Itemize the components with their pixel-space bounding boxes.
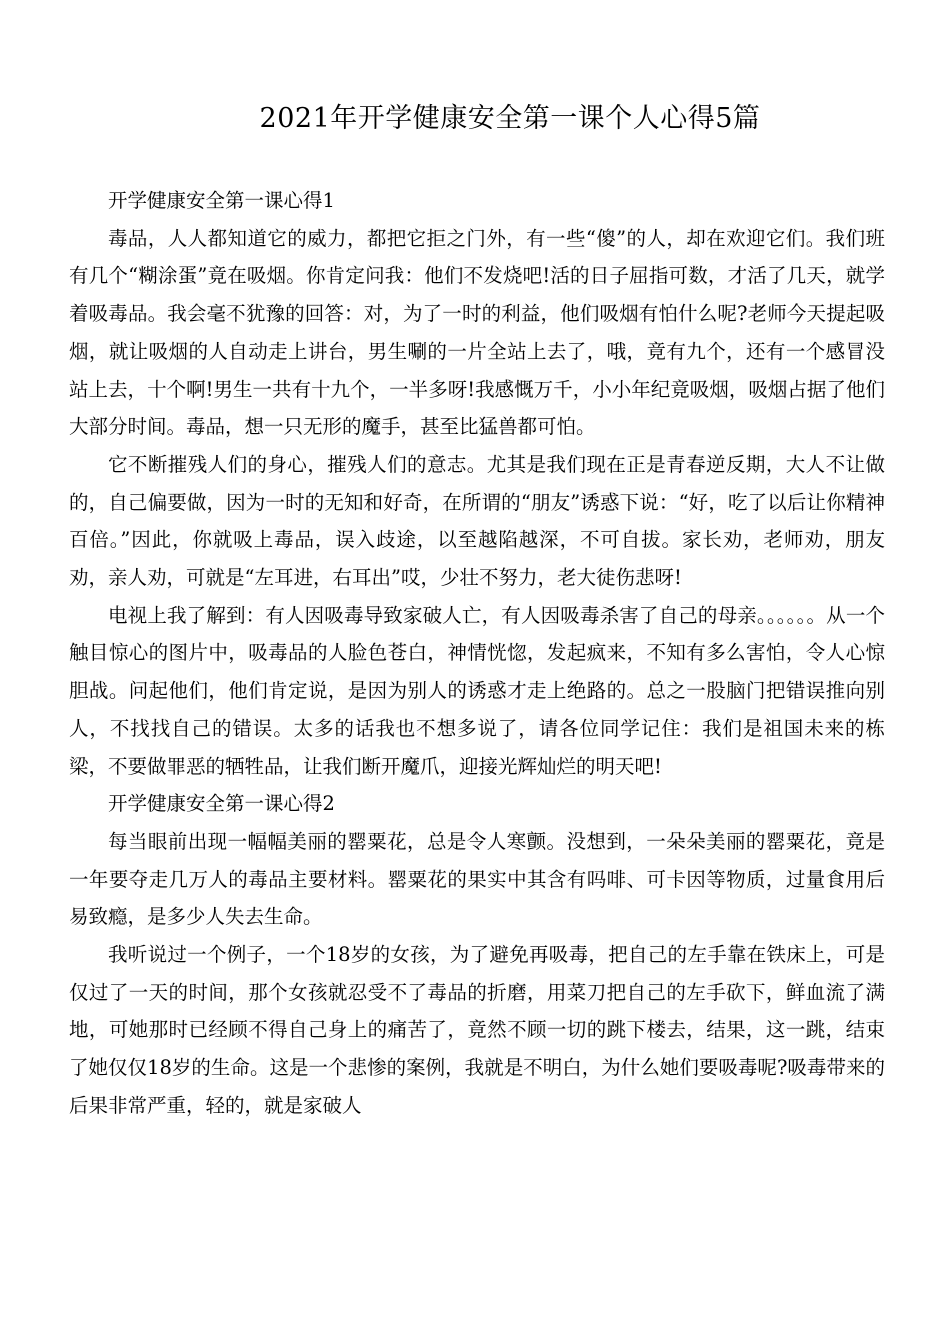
body-paragraph: 电视上我了解到：有人因吸毒导致家破人亡，有人因吸毒杀害了自己的母亲。。。。。。从一个触目惊心的图片中，吸毒品的人脸色苍白，神情恍惚，发起疯来，不知有多么害怕，令人心惊胆战。问起他们，他们肯定说，是因为别人的诱惑才走上绝路的。总之一股脑门把错误推向别人，不找找自己的错误。太多的话我也不想多说了，请各位同学记住：我们是祖国未来的栋梁，不要做罪恶的牺牲品，让我们断开魔爪，迎接光辉灿烂的明天吧!	[69, 603, 885, 778]
body-paragraph: 它不断摧残人们的身心，摧残人们的意志。尤其是我们现在正是青春逆反期，大人不让做的，自己偏要做，因为一时的无知和好奇，在所谓的“朋友”诱惑下说：“好，吃了以后让你精神百倍。”因此，你就吸上毒品，误入歧途，以至越陷越深，不可自拔。家长劝，老师劝，朋友劝，亲人劝，可就是“左耳进，右耳出”哎，少壮不努力，老大徒伤悲呀!	[69, 452, 885, 590]
body-paragraph: 每当眼前出现一幅幅美丽的罂粟花，总是令人寒颤。没想到，一朵朵美丽的罂粟花，竟是一年要夺走几万人的毒品主要材料。罂粟花的果实中其含有吗啡、可卡因等物质，过量食用后易致瘾，是多少人失去生命。	[69, 829, 885, 929]
document-title: 2021年开学健康安全第一课个人心得5篇	[259, 103, 761, 134]
body-paragraph: 我听说过一个例子，一个18岁的女孩，为了避免再吸毒，把自己的左手靠在铁床上，可是仅过了一天的时间，那个女孩就忍受不了毒品的折磨，用菜刀把自己的左手砍下，鲜血流了满地，可她那时已经顾不得自己身上的痛苦了，竟然不顾一切的跳下楼去，结果，这一跳，结束了她仅仅18岁的生命。这是一个悲惨的案例，我就是不明白，为什么她们要吸毒呢?吸毒带来的后果非常严重，轻的，就是家破人	[69, 943, 885, 1117]
section-heading-1: 开学健康安全第一课心得1	[108, 189, 335, 212]
document-body	[69, 182, 885, 1125]
section-heading-2: 开学健康安全第一课心得2	[108, 792, 335, 816]
body-paragraph: 毒品，人人都知道它的威力，都把它拒之门外，有一些“傻”的人，却在欢迎它们。我们班有几个“糊涂蛋”竟在吸烟。你肯定问我：他们不发烧吧!活的日子屈指可数，才活了几天，就学着吸毒品。我会毫不犹豫的回答：对，为了一时的利益，他们吸烟有怕什么呢?老师今天提起吸烟，就让吸烟的人自动走上讲台，男生唰的一片全站上去了，哦，竟有九个，还有一个感冒没站上去，十个啊!男生一共有十九个，一半多呀!我感慨万千，小小年纪竟吸烟，吸烟占据了他们大部分时间。毒品，想一只无形的魔手，甚至比猛兽都可怕。	[69, 226, 885, 439]
